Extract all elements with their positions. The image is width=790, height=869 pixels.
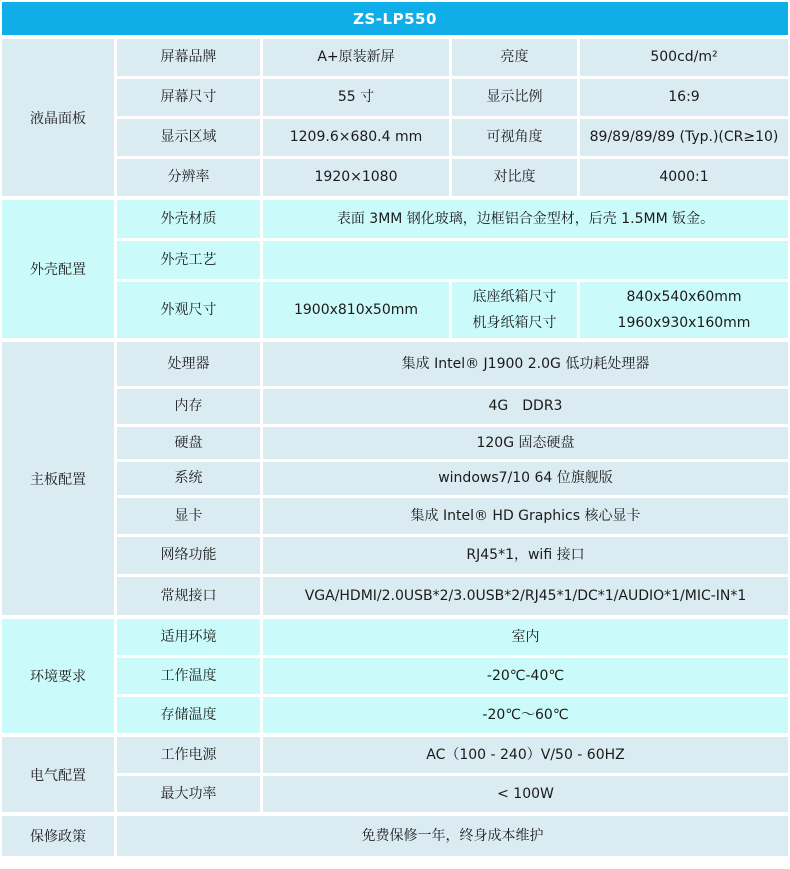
category-cell-lcd-panel: 液晶面板 bbox=[2, 39, 114, 196]
spec-label: 屏幕尺寸 bbox=[117, 79, 260, 116]
spec-row bbox=[117, 577, 788, 615]
spec-label-multiline bbox=[452, 282, 577, 338]
spec-row bbox=[117, 389, 788, 424]
spec-label: 亮度 bbox=[452, 39, 577, 76]
spec-label: 系统 bbox=[117, 462, 260, 495]
spec-label: 网络功能 bbox=[117, 537, 260, 574]
spec-label: 处理器 bbox=[117, 342, 260, 386]
spec-row bbox=[117, 537, 788, 574]
spec-value: 室内 bbox=[263, 619, 788, 655]
spec-value-multiline bbox=[580, 282, 788, 338]
spec-label-line: 底座纸箱尺寸 bbox=[472, 289, 557, 305]
spec-label: 内存 bbox=[117, 389, 260, 424]
spec-label: 屏幕品牌 bbox=[117, 39, 260, 76]
spec-value: windows7/10 64 位旗舰版 bbox=[263, 462, 788, 495]
spec-value: A+原装新屏 bbox=[263, 39, 449, 76]
spec-label: 显卡 bbox=[117, 498, 260, 534]
spec-label: 适用环境 bbox=[117, 619, 260, 655]
spec-label-line: 机身纸箱尺寸 bbox=[472, 315, 557, 331]
spec-value: 4000:1 bbox=[580, 159, 788, 196]
spec-label: 外观尺寸 bbox=[117, 282, 260, 338]
spec-label: 常规接口 bbox=[117, 577, 260, 615]
spec-value: < 100W bbox=[263, 776, 788, 812]
spec-value: 4G DDR3 bbox=[263, 389, 788, 424]
category-cell-motherboard: 主板配置 bbox=[2, 342, 114, 615]
spec-row bbox=[117, 119, 788, 156]
spec-row bbox=[117, 462, 788, 495]
spec-value: -20℃-40℃ bbox=[263, 658, 788, 694]
spec-value: 集成 Intel® HD Graphics 核心显卡 bbox=[263, 498, 788, 534]
spec-label: 显示区域 bbox=[117, 119, 260, 156]
spec-value: 500cd/m² bbox=[580, 39, 788, 76]
spec-row bbox=[117, 498, 788, 534]
spec-table bbox=[2, 2, 788, 856]
spec-row bbox=[117, 282, 788, 338]
section-rows bbox=[117, 39, 788, 196]
section-lcd-panel bbox=[2, 39, 788, 196]
spec-value: VGA/HDMI/2.0USB*2/3.0USB*2/RJ45*1/DC*1/AUDIO*1/MIC-IN*1 bbox=[263, 577, 788, 615]
spec-row bbox=[117, 200, 788, 238]
spec-value: RJ45*1，wifi 接口 bbox=[263, 537, 788, 574]
spec-label: 工作电源 bbox=[117, 737, 260, 773]
section-rows bbox=[117, 619, 788, 733]
table-header bbox=[2, 2, 788, 35]
category-cell-environment: 环境要求 bbox=[2, 619, 114, 733]
section-rows bbox=[117, 200, 788, 338]
spec-value: 89/89/89/89 (Typ.)(CR≥10) bbox=[580, 119, 788, 156]
spec-label: 工作温度 bbox=[117, 658, 260, 694]
section-rows bbox=[117, 816, 788, 856]
spec-value-line: 1960x930x160mm bbox=[617, 315, 751, 331]
spec-label: 可视角度 bbox=[452, 119, 577, 156]
spec-label: 外壳材质 bbox=[117, 200, 260, 238]
section-rows bbox=[117, 342, 788, 615]
spec-value: AC（100 - 240）V/50 - 60HZ bbox=[263, 737, 788, 773]
section-warranty bbox=[2, 816, 788, 856]
spec-value: 集成 Intel® J1900 2.0G 低功耗处理器 bbox=[263, 342, 788, 386]
category-cell-warranty: 保修政策 bbox=[2, 816, 114, 856]
spec-label: 显示比例 bbox=[452, 79, 577, 116]
spec-value: 120G 固态硬盘 bbox=[263, 427, 788, 459]
spec-row bbox=[117, 427, 788, 459]
spec-label: 外壳工艺 bbox=[117, 241, 260, 279]
spec-sections bbox=[2, 39, 788, 856]
spec-row bbox=[117, 342, 788, 386]
spec-value bbox=[263, 241, 788, 279]
spec-value: 1900x810x50mm bbox=[263, 282, 449, 338]
spec-label: 最大功率 bbox=[117, 776, 260, 812]
section-electrical bbox=[2, 737, 788, 812]
spec-label: 硬盘 bbox=[117, 427, 260, 459]
section-environment bbox=[2, 619, 788, 733]
spec-value: 1209.6×680.4 mm bbox=[263, 119, 449, 156]
spec-row bbox=[117, 776, 788, 812]
spec-label: 分辨率 bbox=[117, 159, 260, 196]
spec-row bbox=[117, 39, 788, 76]
spec-row bbox=[117, 658, 788, 694]
spec-value: 1920×1080 bbox=[263, 159, 449, 196]
spec-row bbox=[117, 619, 788, 655]
section-motherboard bbox=[2, 342, 788, 615]
spec-row bbox=[117, 816, 788, 856]
spec-row bbox=[117, 697, 788, 733]
spec-value-full: 免费保修一年，终身成本维护 bbox=[117, 816, 788, 856]
spec-label: 对比度 bbox=[452, 159, 577, 196]
category-cell-electrical: 电气配置 bbox=[2, 737, 114, 812]
spec-value: 55 寸 bbox=[263, 79, 449, 116]
spec-row bbox=[117, 79, 788, 116]
spec-value: 表面 3MM 钢化玻璃，边框铝合金型材，后壳 1.5MM 钣金。 bbox=[263, 200, 788, 238]
section-rows bbox=[117, 737, 788, 812]
spec-row bbox=[117, 737, 788, 773]
section-enclosure bbox=[2, 200, 788, 338]
spec-row bbox=[117, 241, 788, 279]
spec-sheet-page bbox=[2, 2, 788, 856]
spec-value: 16:9 bbox=[580, 79, 788, 116]
spec-label: 存储温度 bbox=[117, 697, 260, 733]
product-model-title: ZS-LP550 bbox=[353, 9, 437, 28]
category-cell-enclosure: 外壳配置 bbox=[2, 200, 114, 338]
spec-value: -20℃～60℃ bbox=[263, 697, 788, 733]
spec-row bbox=[117, 159, 788, 196]
spec-value-line: 840x540x60mm bbox=[626, 289, 742, 305]
